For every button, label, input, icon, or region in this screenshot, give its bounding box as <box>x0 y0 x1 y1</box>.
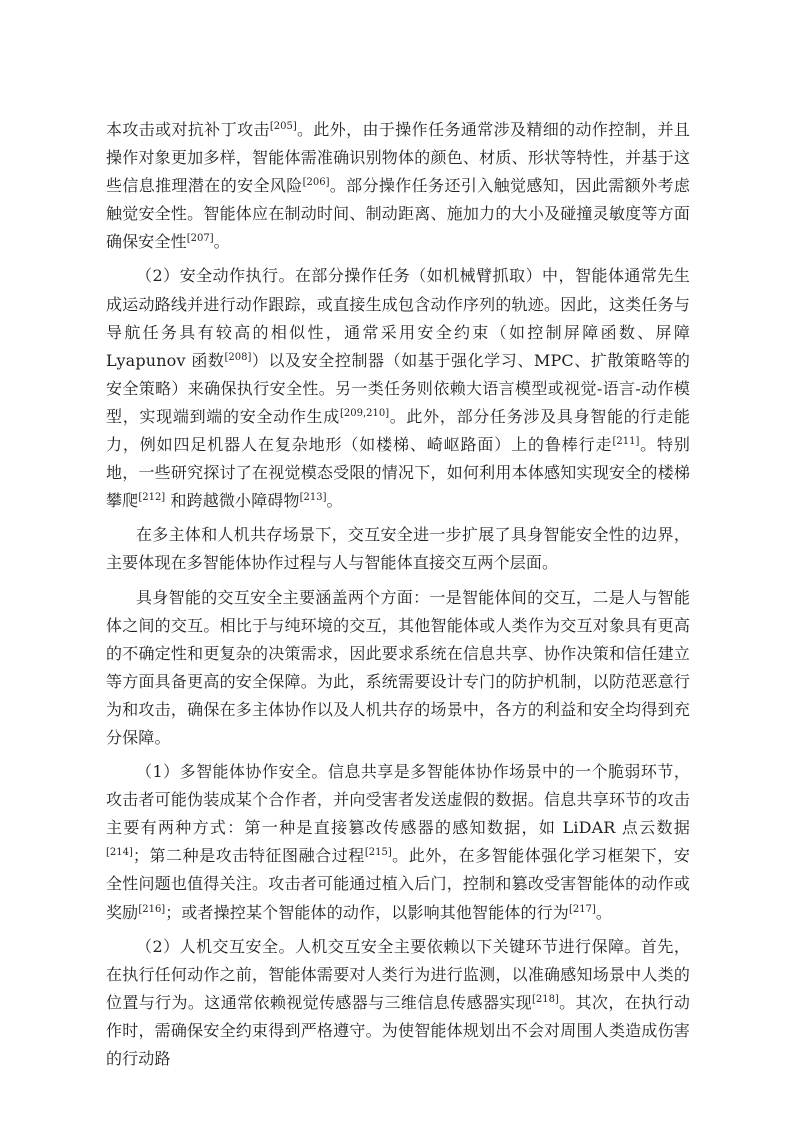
citation-206: [206] <box>302 177 330 189</box>
text-segment: ）以及安全控制器（如基于强化学习、MPC、扩散策略等的安全策略）来确保执行安全性。另一类任务则依赖大语言模型或视觉-语言-动作模型，实现端到端的安全动作生成 <box>106 350 690 426</box>
citation-218: [218] <box>532 993 559 1005</box>
text-segment: 本攻击或对抗补丁攻击 <box>106 120 270 139</box>
citation-212: [212] <box>138 492 166 504</box>
text-segment: （2）安全动作执行。在部分操作任务（如机械臂抓取）中，智能体通常先生成运动路线并进行动作跟踪，或直接生成包含动作序列的轨迹。因此，这类任务与导航任务具有较高的相似性，通常采用安全约束（如控制屏障函数、屏障 Lyapunov 函数 <box>106 266 690 370</box>
paragraph-6 <box>106 933 690 1073</box>
text-segment: 。其次，在执行动作时，需确保安全约束得到严格遵守。为使智能体规划出不会对周围人类造成伤害的行动路 <box>106 992 691 1068</box>
text-segment: 。此外，在多智能体强化学习框架下，安全性问题也值得关注。攻击者可能通过植入后门，控制和篡改受害智能体的动作或奖励 <box>106 846 690 922</box>
paragraph-1 <box>106 116 690 256</box>
text-segment: 。 <box>595 902 613 922</box>
text-segment: ；第二种是攻击特征图融合过程 <box>132 846 365 866</box>
text-segment: 。部分操作任务还引入触觉感知，因此需额外考虑触觉安全性。智能体应在制动时间、制动距离、施加力的大小及碰撞灵敏度等方面确保安全性 <box>106 176 690 252</box>
citation-207: [207] <box>186 233 214 245</box>
text-segment: 。 <box>213 232 230 252</box>
text-segment: 。 <box>326 491 343 511</box>
paragraph-5 <box>106 758 690 927</box>
citation-213: [213] <box>299 492 327 504</box>
citation-205: [205] <box>269 121 297 132</box>
paragraph-4 <box>106 584 690 753</box>
text-segment: 具身智能的交互安全主要涵盖两个方面：一是智能体间的交互，二是人与智能体之间的交互。相比于与纯环境的交互，其他智能体或人类作为交互对象具有更高的不确定性和更复杂的决策需求，因此要求系统在信息共享、协作决策和信任建立等方面具备更高的安全保障。为此，系统需要设计专门的防护机制，以防范恶意行为和攻击，确保在多主体协作以及人机共存的场景中，各方的利益和安全均得到充分保障。 <box>106 587 690 747</box>
document-body <box>106 116 690 1073</box>
text-segment: 在多主体和人机共存场景下，交互安全进一步扩展了具身智能安全性的边界，主要体现在多智能体协作过程与人与智能体直接交互两个层面。 <box>106 525 690 573</box>
text-segment: 。特别地，一些研究探讨了在视觉模态受限的情况下，如何利用本体感知实现安全的楼梯攀爬 <box>106 435 690 511</box>
citation-216: [216] <box>138 903 166 915</box>
text-segment: ；或者操控某个智能体的动作，以影响其他智能体的行为 <box>165 902 569 922</box>
text-segment: （2）人机交互安全。人机交互安全主要依赖以下关键环节进行保障。首先，在执行任何动作之前，智能体需要对人类行为进行监测，以准确感知场景中人类的位置与行为。这通常依赖视觉传感器与三维信息传感器实现 <box>106 936 690 1012</box>
paragraph-3 <box>106 521 690 577</box>
citation-215: [215] <box>364 847 392 859</box>
text-segment: 。此外，由于操作任务通常涉及精细的动作控制，并且操作对象更加多样，智能体需准确识别物体的颜色、材质、形状等特性，并基于这些信息推理潜在的安全风险 <box>106 120 690 196</box>
citation-208: [208] <box>224 351 252 363</box>
text-segment: （1）多智能体协作安全。信息共享是多智能体协作场景中的一个脆弱环节，攻击者可能伪装成某个合作者，并向受害者发送虚假的数据。信息共享环节的攻击主要有两种方式：第一种是直接篡改传感器的感知数据，如 LiDAR 点云数据 <box>106 762 690 838</box>
text-segment: 。此外，部分任务涉及具身智能的行走能力，例如四足机器人在复杂地形（如楼梯、崎岖路面）上的鲁棒行走 <box>106 406 690 455</box>
paragraph-2 <box>106 262 690 515</box>
citation-209-210: [209,210] <box>340 407 390 419</box>
citation-211: [211] <box>612 436 640 448</box>
citation-217: [217] <box>568 903 596 915</box>
text-segment: 和跨越微小障碍物 <box>165 491 300 511</box>
citation-214: [214] <box>106 847 133 859</box>
